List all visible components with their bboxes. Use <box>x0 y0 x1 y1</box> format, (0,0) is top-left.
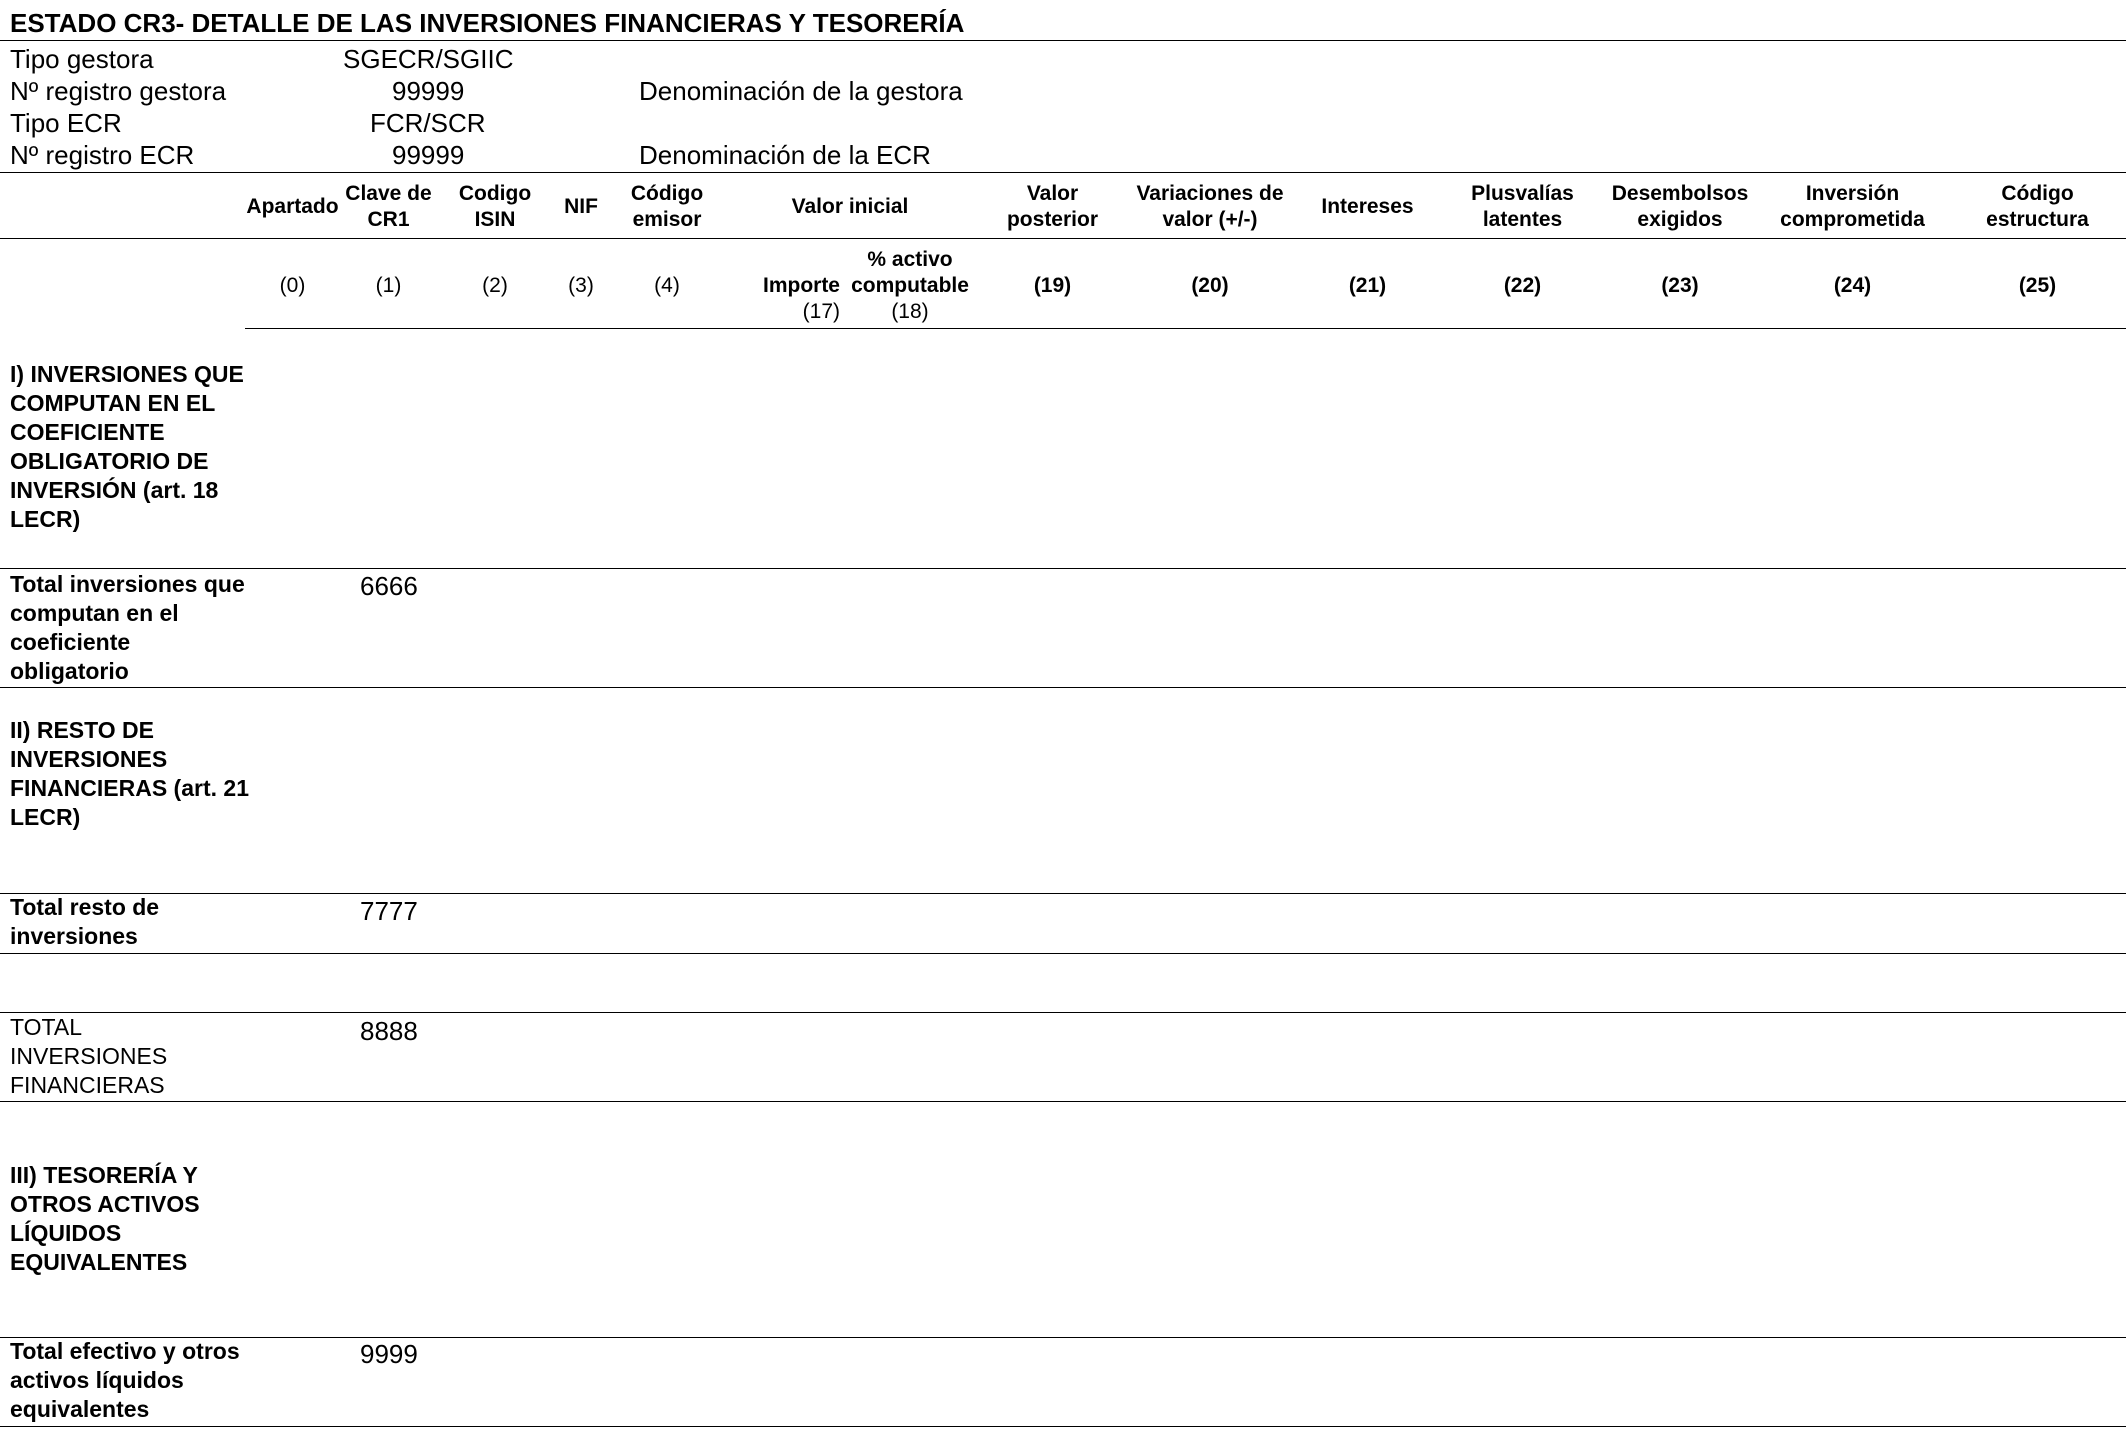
num-17: (17) <box>802 300 840 323</box>
total-ii-divider <box>0 953 2126 954</box>
tipo-gestora-value: SGECR/SGIIC <box>343 44 514 74</box>
col-inversion-comprometida: Inversión comprometida <box>1780 182 1925 231</box>
num-25: (25) <box>2018 274 2057 297</box>
total-i-divider <box>0 687 2126 688</box>
num-0: (0) <box>279 274 306 297</box>
col-valor-inicial: Valor inicial <box>791 195 909 218</box>
registro-ecr-value: 99999 <box>392 140 465 170</box>
col-codigo-emisor: Código emisor <box>630 182 704 231</box>
col-variaciones: Variaciones de valor (+/-) <box>1136 182 1284 231</box>
num-4: (4) <box>654 274 680 297</box>
denominacion-ecr: Denominación de la ECR <box>639 140 931 170</box>
col-desembolsos: Desembolsos exigidos <box>1611 182 1749 231</box>
total-inversiones-financieras-value: 8888 <box>360 1016 418 1046</box>
section-ii-heading: II) RESTO DE INVERSIONES FINANCIERAS (art. 21 LECR) <box>10 717 249 830</box>
activo-computable-label: % activo computable <box>851 248 969 297</box>
tipo-ecr-label: Tipo ECR <box>10 108 122 138</box>
total-financieras-divider <box>0 1101 2126 1102</box>
num-24: (24) <box>1833 274 1872 297</box>
col-clave-cr1: Clave de CR1 <box>345 182 432 231</box>
numbers-divider <box>245 328 2126 329</box>
tipo-ecr-value: FCR/SCR <box>370 108 486 138</box>
total-efectivo-label: Total efectivo y otros activos líquidos equivalentes <box>10 1338 240 1422</box>
total-iii-divider <box>0 1426 2126 1427</box>
total-resto-inversiones-value: 7777 <box>360 896 418 926</box>
total-inversiones-coeficiente-label: Total inversiones que computan en el coeficiente obligatorio <box>10 571 245 684</box>
num-1: (1) <box>375 274 402 297</box>
num-2: (2) <box>482 274 508 297</box>
num-22: (22) <box>1503 274 1542 297</box>
section-ii-divider <box>0 893 2126 894</box>
denominacion-gestora: Denominación de la gestora <box>639 76 963 106</box>
registro-ecr-label: Nº registro ECR <box>10 140 195 170</box>
num-importe-17 <box>720 273 840 325</box>
col-plusvalias: Plusvalías latentes <box>1471 182 1574 231</box>
col-intereses: Intereses <box>1321 195 1414 218</box>
section-iii-heading: III) TESORERÍA Y OTROS ACTIVOS LÍQUIDOS EQUIVALENTES <box>10 1162 200 1275</box>
section-i-divider <box>0 568 2126 569</box>
num-19: (19) <box>1033 274 1072 297</box>
col-codigo-estructura: Código estructura <box>1986 182 2089 231</box>
col-nif: NIF <box>564 195 598 218</box>
col-codigo-isin: Codigo ISIN <box>458 182 532 231</box>
page-title: ESTADO CR3- DETALLE DE LAS INVERSIONES FINANCIERAS Y TESORERÍA <box>10 8 965 38</box>
num-23: (23) <box>1661 274 1699 297</box>
col-apartado: Apartado <box>246 195 339 218</box>
num-3: (3) <box>568 274 594 297</box>
blank-row-divider <box>0 1012 2126 1013</box>
meta-divider <box>0 172 2126 173</box>
importe-label: Importe <box>762 274 840 297</box>
total-inversiones-coeficiente-value: 6666 <box>360 571 418 601</box>
col-valor-posterior: Valor posterior <box>1006 182 1098 231</box>
section-i-heading: I) INVERSIONES QUE COMPUTAN EN EL COEFICIENTE OBLIGATORIO DE INVERSIÓN (art. 18 LECR) <box>10 361 244 532</box>
total-resto-inversiones-label: Total resto de inversiones <box>10 894 160 949</box>
registro-gestora-value: 99999 <box>392 76 465 106</box>
num-21: (21) <box>1348 274 1387 297</box>
num-18: (18) <box>891 300 929 323</box>
title-divider <box>0 40 2126 41</box>
section-iii-divider <box>0 1337 2126 1338</box>
num-20: (20) <box>1191 274 1229 297</box>
total-efectivo-value: 9999 <box>360 1339 418 1369</box>
header-divider <box>0 238 2126 239</box>
tipo-gestora-label: Tipo gestora <box>10 44 154 74</box>
registro-gestora-label: Nº registro gestora <box>10 76 227 106</box>
total-inversiones-financieras-label: TOTAL INVERSIONES FINANCIERAS <box>10 1014 168 1098</box>
